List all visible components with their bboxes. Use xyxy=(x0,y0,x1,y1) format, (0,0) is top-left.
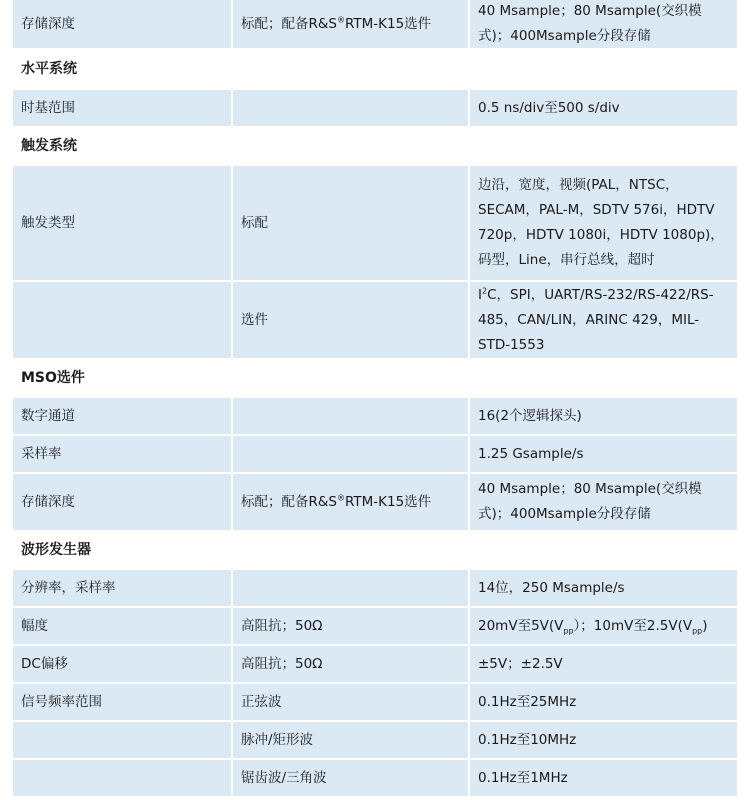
table-row xyxy=(13,646,737,684)
param-condition xyxy=(233,570,470,606)
param-condition: 正弦波 xyxy=(233,684,470,720)
param-condition: 高阻抗；50Ω xyxy=(233,608,470,644)
param-name xyxy=(13,282,233,358)
param-value: 0.1Hz至1MHz xyxy=(478,769,568,786)
param-value: 16(2个逻辑探头) xyxy=(478,407,582,424)
param-value: 0.1Hz至25MHz xyxy=(478,693,577,710)
section-title: 触发系统 xyxy=(21,137,77,154)
table-row xyxy=(13,722,737,760)
param-condition: 脉冲/矩形波 xyxy=(233,722,470,758)
param-condition: 高阻抗；50Ω xyxy=(233,646,470,682)
param-name: 存储深度 xyxy=(13,474,233,530)
table-row xyxy=(13,436,737,474)
table-row xyxy=(13,0,737,50)
section-header xyxy=(13,360,737,398)
table-row xyxy=(13,90,737,128)
param-condition: 选件 xyxy=(233,282,470,358)
section-title: 波形发生器 xyxy=(21,541,91,558)
param-value: 40 Msample；80 Msample(交织模式)；400Msample分段存储 xyxy=(478,3,702,44)
section-header xyxy=(13,50,737,90)
param-name xyxy=(13,722,233,758)
param-condition: 标配；配备R&S®RTM-K15选件 xyxy=(233,474,470,530)
param-name: DC偏移 xyxy=(13,646,233,682)
param-name: 触发类型 xyxy=(13,166,233,280)
param-value: $I^2C$，SPI，UART/RS-232/RS-422/RS-485，CAN/LIN，ARINC 429，MIL-STD-1553 xyxy=(478,286,714,353)
param-value: 0.1Hz至10MHz xyxy=(478,731,577,748)
param-condition xyxy=(233,398,470,434)
table-row xyxy=(13,760,737,798)
param-condition xyxy=(233,90,470,126)
param-name: 分辨率，采样率 xyxy=(13,570,233,606)
table-row xyxy=(13,282,737,360)
section-title: 水平系统 xyxy=(21,60,77,77)
param-condition: 标配；配备R&S®RTM-K15选件 xyxy=(233,0,470,48)
param-value: 1.25 Gsample/s xyxy=(478,445,584,462)
table-row xyxy=(13,474,737,532)
param-value: 14位，250 Msample/s xyxy=(478,579,625,596)
param-name: 幅度 xyxy=(13,608,233,644)
section-header xyxy=(13,532,737,570)
param-condition: 锯齿波/三角波 xyxy=(233,760,470,796)
param-name: 数字通道 xyxy=(13,398,233,434)
param-name: 信号频率范围 xyxy=(13,684,233,720)
param-value: ±5V；±2.5V xyxy=(478,655,563,672)
param-condition: 标配 xyxy=(233,166,470,280)
section-title: MSO选件 xyxy=(21,369,85,386)
table-row xyxy=(13,608,737,646)
table-row xyxy=(13,570,737,608)
param-name: 采样率 xyxy=(13,436,233,472)
param-value: 20mV至$5V(V_{pp})$；10mV至$2.5V(V_{pp})$ xyxy=(478,617,708,636)
table-row xyxy=(13,684,737,722)
param-value: 边沿，宽度，视频(PAL，NTSC，SECAM，PAL-M，SDTV 576i，HDTV 720p，HDTV 1080i，HDTV 1080p)，码型，Line，串行总线，超时 xyxy=(478,177,724,268)
table-row xyxy=(13,398,737,436)
param-name: 时基范围 xyxy=(13,90,233,126)
param-name xyxy=(13,760,233,796)
table-row xyxy=(13,166,737,282)
section-header xyxy=(13,128,737,166)
spec-table xyxy=(13,0,737,798)
param-condition xyxy=(233,436,470,472)
param-value: 0.5 ns/div至500 s/div xyxy=(478,99,620,116)
param-name: 存储深度 xyxy=(13,0,233,48)
param-value: 40 Msample；80 Msample(交织模式)；400Msample分段存储 xyxy=(478,481,702,522)
